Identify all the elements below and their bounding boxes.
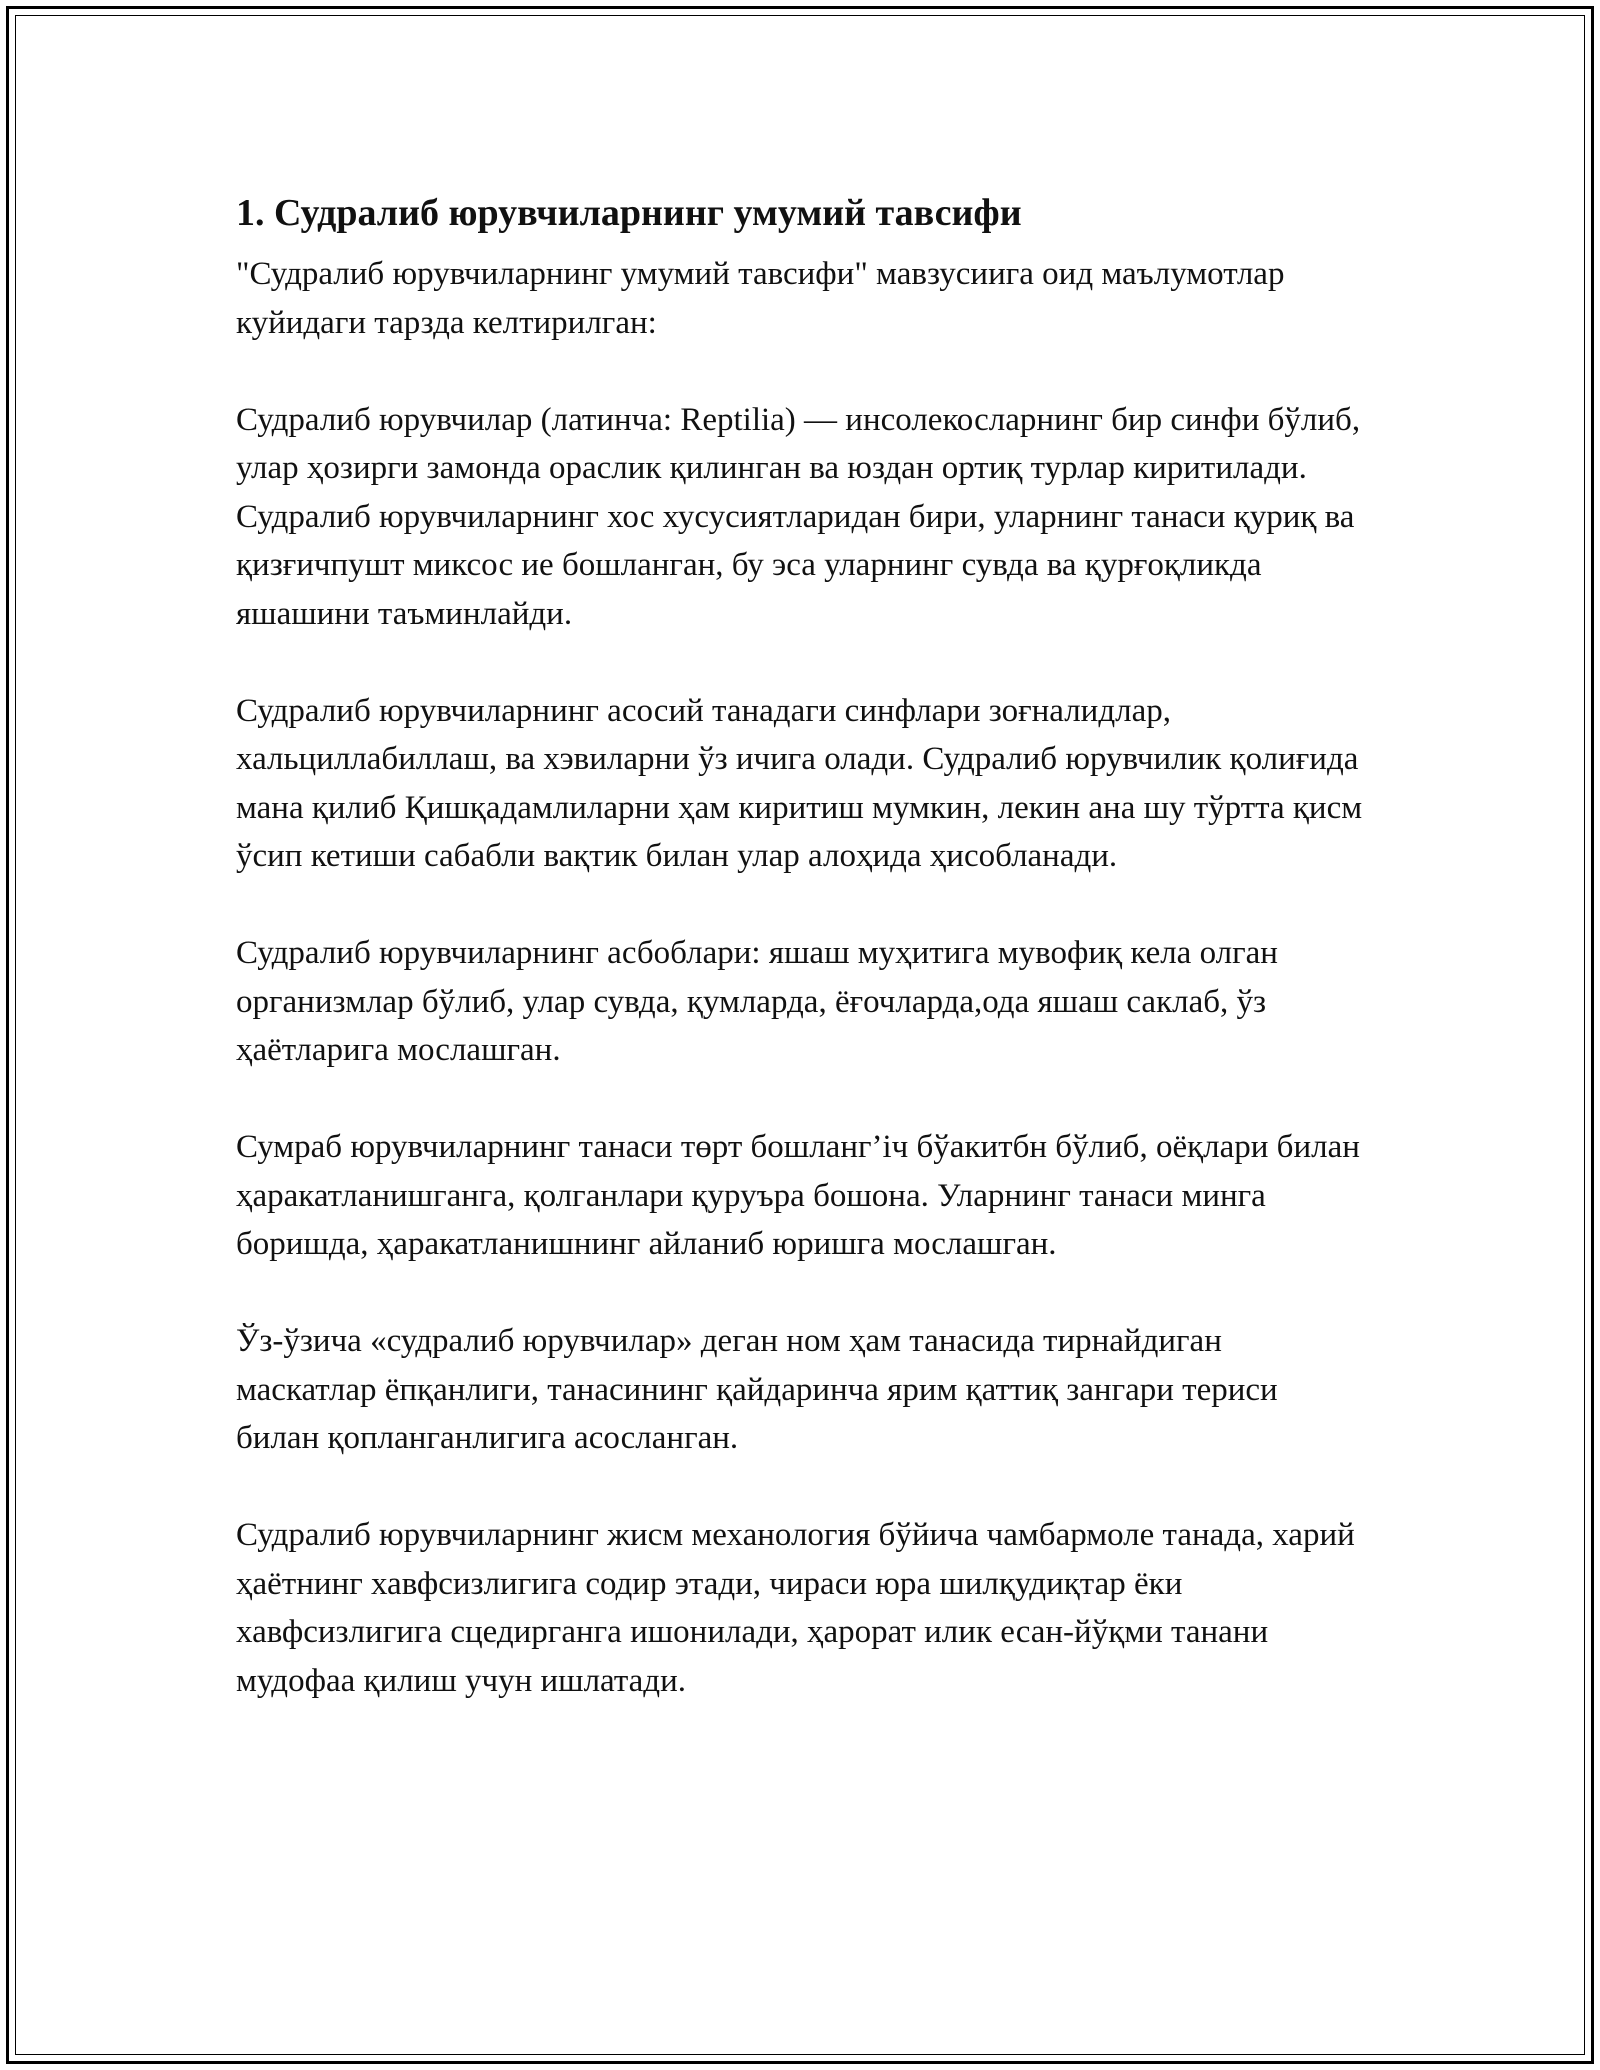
- paragraph-name-origin: Ўз-ўзича «судралиб юрувчилар» деган ном ҳам танасида тирнайдиган маскатлар ёпқанлиги, танасининг қайдаринча ярим қаттиқ зангари териси билан қопланганлигига асосланган.: [236, 1323, 1278, 1456]
- paragraph-body-movement: Сумраб юрувчиларнинг танаси төрт бошланг’іч бўакитбн бўлиб, оёқлари билан ҳаракатланишганга, қолганлари қуруъра бошона. Уларнинг танаси минга боришда, ҳаракатланишнинг айланиб юришга мослашган.: [236, 1129, 1360, 1262]
- paragraph-classes: Судралиб юрувчиларнинг асосий танадаги синфлари зоғналидлар, хальциллабиллаш, ва хэвиларни ўз ичига олади. Судралиб юрувчилик қолиғида мана қилиб Қишқадамлиларни ҳам киритиш мумкин, лекин ана шу тўртта қисм ўсип кетиши сабабли вақтик билан улар алоҳида ҳисобланади.: [236, 692, 1363, 874]
- paragraph-definition: Судралиб юрувчилар (латинча: Reptilia) — инсолекосларнинг бир синфи бўлиб, улар ҳозирги замонда ораслик қилинган ва юздан ортиқ турлар киритилади. Судралиб юрувчиларнинг хос хусусиятларидан бири, уларнинг танаси қуриқ ва қизғичпушт миксос ие бошланган, бу эса уларнинг сувда ва қурғоқликда яшашини таъминлайди.: [236, 401, 1361, 632]
- paragraph-habitat: Судралиб юрувчиларнинг асбоблари: яшаш муҳитига мувофиқ кела олган организмлар бўлиб, улар сувда, қумларда, ёғочларда,ода яшаш саклаб, ўз ҳаётларига мослашган.: [236, 935, 1278, 1068]
- paragraph-intro: "Судралиб юрувчиларнинг умумий тавсифи" мавзусиига оид маълумотлар куйидаги тарзда келтирилган:: [236, 256, 1285, 341]
- document-title: 1. Судралиб юрувчиларнинг умумий тавсифи: [236, 192, 1022, 234]
- document-body: [236, 188, 1366, 1754]
- paragraph-defense: Судралиб юрувчиларнинг жисм механология бўйича чамбармоле танада, харий ҳаётнинг хавфсизлигига содир этади, чираси юра шилқудиқтар ёки хавфсизлигига сцедирганга ишонилади, ҳарорат илик есан-йўқми танани мудофаа қилиш учун ишлатади.: [236, 1517, 1355, 1699]
